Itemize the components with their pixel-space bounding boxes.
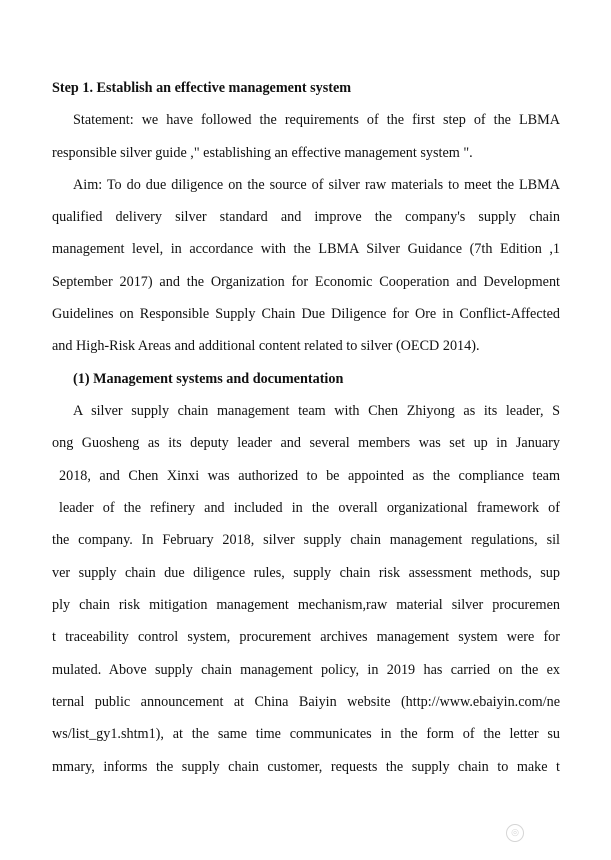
aim-line-6: and High-Risk Areas and additional content related to silver (OECD 2014). <box>52 338 480 354</box>
body-line-7: ply chain risk mitigation management mechanism,raw material silver procuremen <box>52 597 560 613</box>
aim-line-4: September 2017) and the Organization for Economic Cooperation and Development <box>52 274 560 290</box>
body-line-1: A silver supply chain management team with Chen Zhiyong as its leader, S <box>73 403 560 419</box>
body-line-5: the company. In February 2018, silver supply chain management regulations, sil <box>52 532 560 548</box>
step-heading: Step 1. Establish an effective management system <box>52 80 352 96</box>
statement-line-2: responsible silver guide ," establishing an effective management system ". <box>52 145 473 161</box>
body-line-10: ternal public announcement at China Baiyin website (http://www.ebaiyin.com/ne <box>52 694 560 710</box>
aim-line-2: qualified delivery silver standard and improve the company's supply chain <box>52 209 560 225</box>
body-line-9: mulated. Above supply chain management policy, in 2019 has carried on the ex <box>52 662 560 678</box>
body-line-4: leader of the refinery and included in the overall organizational framework of <box>59 500 560 516</box>
statement-line-1: Statement: we have followed the requirements of the first step of the LBMA <box>73 112 560 128</box>
body-line-6: ver supply chain due diligence rules, supply chain risk assessment methods, sup <box>52 565 560 581</box>
section-heading: (1) Management systems and documentation <box>73 371 344 387</box>
watermark-logo-icon: ◎ <box>506 824 524 842</box>
watermark <box>506 818 604 848</box>
body-line-11: ws/list_gy1.shtm1), at the same time communicates in the form of the letter su <box>52 726 560 742</box>
aim-line-3: management level, in accordance with the LBMA Silver Guidance (7th Edition ,1 <box>52 241 560 257</box>
body-line-3: 2018, and Chen Xinxi was authorized to be appointed as the compliance team <box>59 468 560 484</box>
aim-line-1: Aim: To do due diligence on the source of silver raw materials to meet the LBMA <box>73 177 560 193</box>
body-line-8: t traceability control system, procurement archives management system were for <box>52 629 560 645</box>
aim-line-5: Guidelines on Responsible Supply Chain Due Diligence for Ore in Conflict-Affected <box>52 306 560 322</box>
body-line-2: ong Guosheng as its deputy leader and several members was set up in January <box>52 435 560 451</box>
body-line-12: mmary, informs the supply chain customer, requests the supply chain to make t <box>52 759 560 775</box>
